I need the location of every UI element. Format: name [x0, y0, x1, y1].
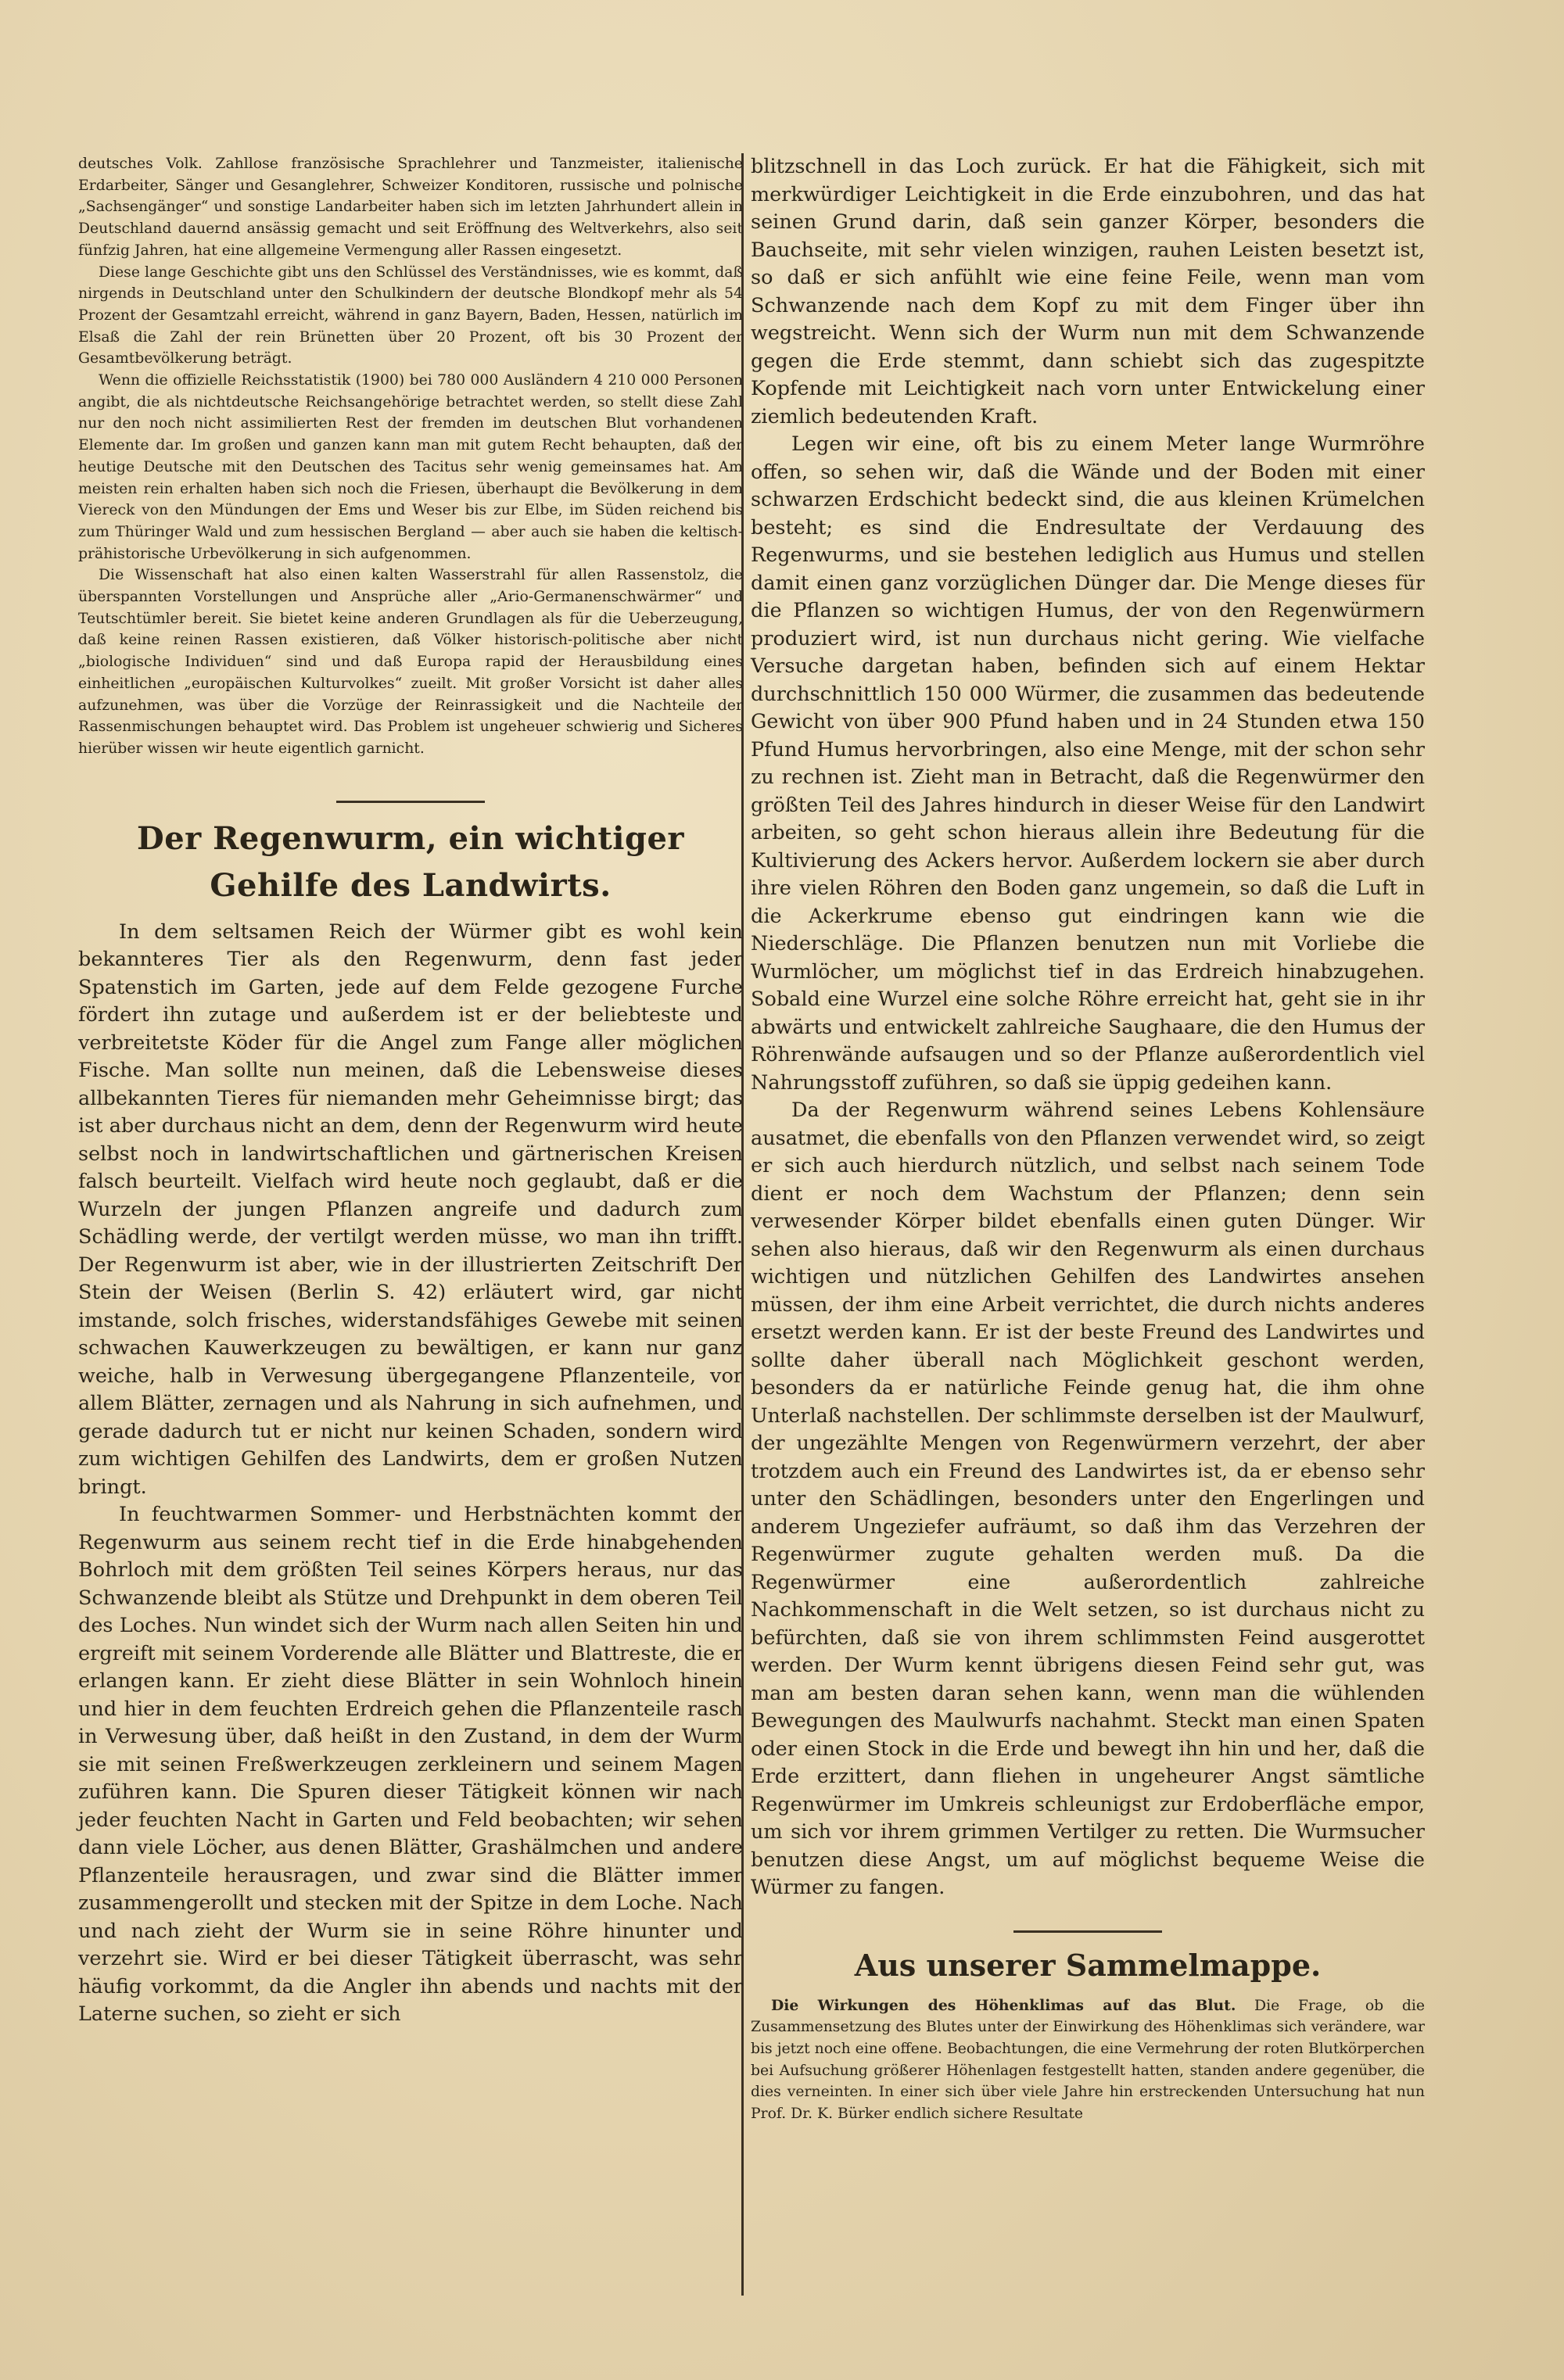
- intro-text: [78, 153, 743, 760]
- paragraph: blitzschnell in das Loch zurück. Er hat die Fähigkeit, sich mit merkwürdiger Leichtigkeit in die Erde einzubohren, und das hat seinen Grund darin, daß sein ganzer Körper, besonders die Bauchseite, mit sehr vielen winzigen, rauhen Leisten besetzt ist, so daß er sich anfühlt wie eine feine Feile, wenn man vom Schwanzende nach dem Kopf zu mit dem Finger über ihn wegstreicht. Wenn sich der Wurm nun mit dem Schwanzende gegen die Erde stemmt, dann schiebt sich das zugespitzte Kopfende mit Leichtigkeit nach vorn unter Entwickelung einer ziemlich bedeutenden Kraft.: [751, 155, 1425, 428]
- right-column: [751, 153, 1425, 2125]
- article-title: Der Regenwurm, ein wichtiger Gehilfe des Landwirts.: [137, 819, 684, 904]
- note-title: Die Wirkungen des Höhenklimas auf das Blut.: [771, 1996, 1236, 2014]
- paragraph: Legen wir eine, oft bis zu einem Meter lange Wurmröhre offen, so sehen wir, daß die Wände und der Boden mit einer schwarzen Erdschicht bedeckt sind, die aus kleinen Krümelchen besteht; es sind die Endresultate der Verdauung des Regenwurms, und sie bestehen lediglich aus Humus und stellen damit einen ganz vorzüglichen Dünger dar. Die Menge dieses für die Pflanzen so wichtigen Humus, der von den Regenwürmern produziert wird, ist nun durchaus nicht gering. Wie vielfache Versuche dargetan haben, befinden sich auf einem Hektar durchschnittlich 150 000 Würmer, die zusammen das bedeutende Gewicht von über 900 Pfund haben und in 24 Stunden etwa 150 Pfund Humus hervorbringen, also eine Menge, mit der schon sehr zu rechnen ist. Zieht man in Betracht, daß die Regenwürmer den größten Teil des Jahres hindurch in dieser Weise für den Landwirt arbeiten, so geht schon hieraus allein ihre Bedeutung für die Kultivierung des Ackers hervor. Außerdem lockern sie aber durch ihre vielen Röhren den Boden ganz ungemein, so daß die Luft in die Ackerkrume ebenso gut eindringen kann wie die Niederschläge. Die Pflanzen benutzen nun mit Vorliebe die Wurmlöcher, um möglichst tief in das Erdreich hinabzugehen. Sobald eine Wurzel eine solche Röhre erreicht hat, geht sie in ihr abwärts und entwickelt zahlreiche Saughaare, die den Humus der Röhrenwände aufsaugen und so der Pflanze außerordentlich viel Nahrungsstoff zuführen, so daß sie üppig gedeihen kann.: [751, 432, 1425, 1095]
- paragraph: Die Wissenschaft hat also einen kalten Wasserstrahl für allen Rassenstolz, die überspannten Vorstellungen und Ansprüche aller „Ario-Germanenschwärmer“ und Teutschtümler bereit. Sie bietet keine anderen Grundlagen als für die Ueberzeugung, daß keine reinen Rassen existieren, daß Völker historisch-politische aber nicht „biologische Individuen“ sind und daß Europa rapid der Herausbildung eines einheitlichen „europäischen Kulturvolkes“ zueilt. Mit großer Vorsicht ist daher alles aufzunehmen, was über die Vorzüge der Reinrassigkeit und die Nachteile der Rassenmischungen behauptet wird. Das Problem ist ungeheuer schwierig und Sicheres hierüber wissen wir heute eigentlich garnicht.: [78, 567, 743, 757]
- paragraph: In dem seltsamen Reich der Würmer gibt es wohl kein bekannteres Tier als den Regenwurm, denn fast jeder Spatenstich im Garten, jede auf dem Felde gezogene Furche fördert ihn zutage und außerdem ist er der beliebteste und verbreitetste Köder für die Angel zum Fange aller möglichen Fische. Man sollte nun meinen, daß die Lebensweise dieses allbekannten Tieres für niemanden mehr Geheimnisse birgt; das ist aber durchaus nicht an dem, denn der Regenwurm wird heute selbst noch in landwirtschaftlichen und gärtnerischen Kreisen falsch beurteilt. Vielfach wird heute noch geglaubt, daß er die Wurzeln der jungen Pflanzen angreife und dadurch zum Schädling werde, der vertilgt werden müsse, wo man ihn trifft. Der Regenwurm ist aber, wie in der illustrierten Zeitschrift Der Stein der Weisen (Berlin S. 42) erläutert wird, gar nicht imstande, solch frisches, widerstandsfähiges Gewebe mit seinen schwachen Kauwerkzeugen zu bewältigen, er kann nur ganz weiche, halb in Verwesung übergegangene Pflanzenteile, vor allem Blätter, zernagen und als Nahrung in sich aufnehmen, und gerade dadurch tut er nicht nur keinen Schaden, sondern wird zum wichtigen Gehilfen des Landwirts, dem er großen Nutzen bringt.: [78, 919, 743, 1499]
- spacer: [78, 909, 743, 919]
- note-block: [751, 1995, 1425, 2125]
- spacer: [751, 1933, 1425, 1944]
- paragraph: Wenn die offizielle Reichsstatistik (1900) bei 780 000 Ausländern 4 210 000 Personen angibt, die als nichtdeutsche Reichsangehörige betrachtet werden, so stellt diese Zahl nur den noch nicht assimilierten Rest der fremden im deutschen Blut vorhandenen Elemente dar. Im großen und ganzen kann man mit gutem Recht behaupten, daß der heutige Deutsche mit den Deutschen des Tacitus sehr wenig gemeinsames hat. Am meisten rein erhalten haben sich noch die Friesen, überhaupt die Bevölkerung in dem Viereck von den Mündungen der Ems und Weser bis zur Elbe, im Süden reichend bis zum Thüringer Wald und zum hessischen Bergland — aber auch sie haben die keltisch-prähistorische Urbevölkerung in sich aufgenommen.: [78, 372, 743, 562]
- paragraph: In feuchtwarmen Sommer- und Herbstnächten kommt der Regenwurm aus seinem recht tief in die Erde hinabgehenden Bohrloch mit dem größten Teil seines Körpers heraus, nur das Schwanzende bleibt als Stütze und Drehpunkt in dem oberen Teil des Loches. Nun windet sich der Wurm nach allen Seiten hin und ergreift mit seinem Vorderende alle Blätter und Blattreste, die er erlangen kann. Er zieht diese Blätter in sein Wohnloch hinein und hier in dem feuchten Erdreich gehen die Pflanzenteile rasch in Verwesung über, daß heißt in den Zustand, in dem der Wurm sie mit seinen Freßwerkzeugen zerkleinern und seinem Magen zuführen kann. Die Spuren dieser Tätigkeit können wir nach jeder feuchten Nacht in Garten und Feld beobachten; wir sehen dann viele Löcher, aus denen Blätter, Grashälmchen und andere Pflanzenteile herausragen, und zwar sind die Blätter immer zusammengerollt und stecken mit der Spitze in dem Loche. Nach und nach zieht der Wurm sie in seine Röhre hinunter und verzehrt sie. Wird er bei dieser Tätigkeit überrascht, was sehr häufig vorkommt, da die Angler ihn abends und nachts mit der Laterne suchen, so zieht er sich: [78, 1503, 743, 2027]
- section-title: Aus unserer Sammelmappe.: [854, 1947, 1322, 1983]
- spacer: [78, 760, 743, 801]
- spacer: [751, 1988, 1425, 1995]
- paragraph: Da der Regenwurm während seines Lebens Kohlensäure ausatmet, die ebenfalls von den Pflanzen verwendet wird, so zeigt er sich auch hierdurch nützlich, und selbst nach seinem Tode dient er noch dem Wachstum der Pflanzen; denn sein verwesender Körper bildet ebenfalls einen guten Dünger. Wir sehen also hieraus, daß wir den Regenwurm als einen durchaus wichtigen und nützlichen Gehilfen des Landwirtes ansehen müssen, der ihm eine Arbeit verrichtet, die durch nichts anderes ersetzt werden kann. Er ist der beste Freund des Landwirtes und sollte daher überall nach Möglichkeit geschont werden, besonders da er natürliche Feinde genug hat, die ihm ohne Unterlaß nachstellen. Der schlimmste derselben ist der Maulwurf, der ungezählte Mengen von Regenwürmern verzehrt, der aber trotzdem auch ein Freund des Landwirtes ist, da er ebenso sehr unter den Schädlingen, besonders unter den Engerlingen und anderem Ungeziefer aufräumt, so daß ihm das Verzehren der Regenwürmer zugute gehalten werden muß. Da die Regenwürmer eine außerordentlich zahlreiche Nachkommenschaft in die Welt setzen, so ist durchaus nicht zu befürchten, daß sie von ihrem schlimmsten Feind ausgerottet werden. Der Wurm kennt übrigens diesen Feind sehr gut, was man am besten daran sehen kann, wenn man die wühlenden Bewegungen des Maulwurfs nachahmt. Steckt man einen Spaten oder einen Stock in die Erde und bewegt ihn hin und her, daß die Erde erzittert, dann fliehen in ungeheurer Angst sämtliche Regenwürmer im Umkreis schleunigst zur Erdoberfläche empor, um sich vor ihrem grimmen Vertilger zu retten. Die Wurmsucher benutzen diese Angst, um auf möglichst bequeme Weise die Würmer zu fangen.: [751, 1099, 1425, 1899]
- left-column: [78, 153, 743, 2029]
- spacer: [78, 803, 743, 815]
- article-body-left: [78, 919, 743, 2029]
- spacer: [751, 1902, 1425, 1930]
- note-text: Die Frage, ob die Zusammensetzung des Blutes unter der Einwirkung des Höhenklimas sich verändere, war bis jetzt noch eine offene. Beobachtungen, die eine Vermehrung der roten Blutkörperchen bei Aufsuchung größerer Höhenlagen festgestellt hatten, standen andere gegenüber, die dies verneinten. In einer sich über viele Jahre hin erstreckenden Untersuchung hat nun Prof. Dr. K. Bürker endlich sichere Resultate: [751, 1997, 1425, 2123]
- paragraph: Diese lange Geschichte gibt uns den Schlüssel des Verständnisses, wie es kommt, daß nirgends in Deutschland unter den Schulkindern der deutsche Blondkopf mehr als 54 Prozent der Gesamtzahl erreicht, während in ganz Bayern, Baden, Hessen, natürlich im Elsaß die Zahl der rein Brünetten über 20 Prozent, oft bis 30 Prozent der Gesamtbevölkerung beträgt.: [78, 263, 743, 367]
- article-body-right: [751, 153, 1425, 1902]
- paragraph: deutsches Volk. Zahllose französische Sprachlehrer und Tanzmeister, italienische Erdarbeiter, Sänger und Gesanglehrer, Schweizer Konditoren, russische und polnische „Sachsengänger“ und sonstige Landarbeiter haben sich im letzten Jahrhundert allein in Deutschland dauernd ansässig gemacht und seit Eröffnung des Weltverkehrs, also seit fünfzig Jahren, hat eine allgemeine Vermengung aller Rassen eingesetzt.: [78, 156, 743, 259]
